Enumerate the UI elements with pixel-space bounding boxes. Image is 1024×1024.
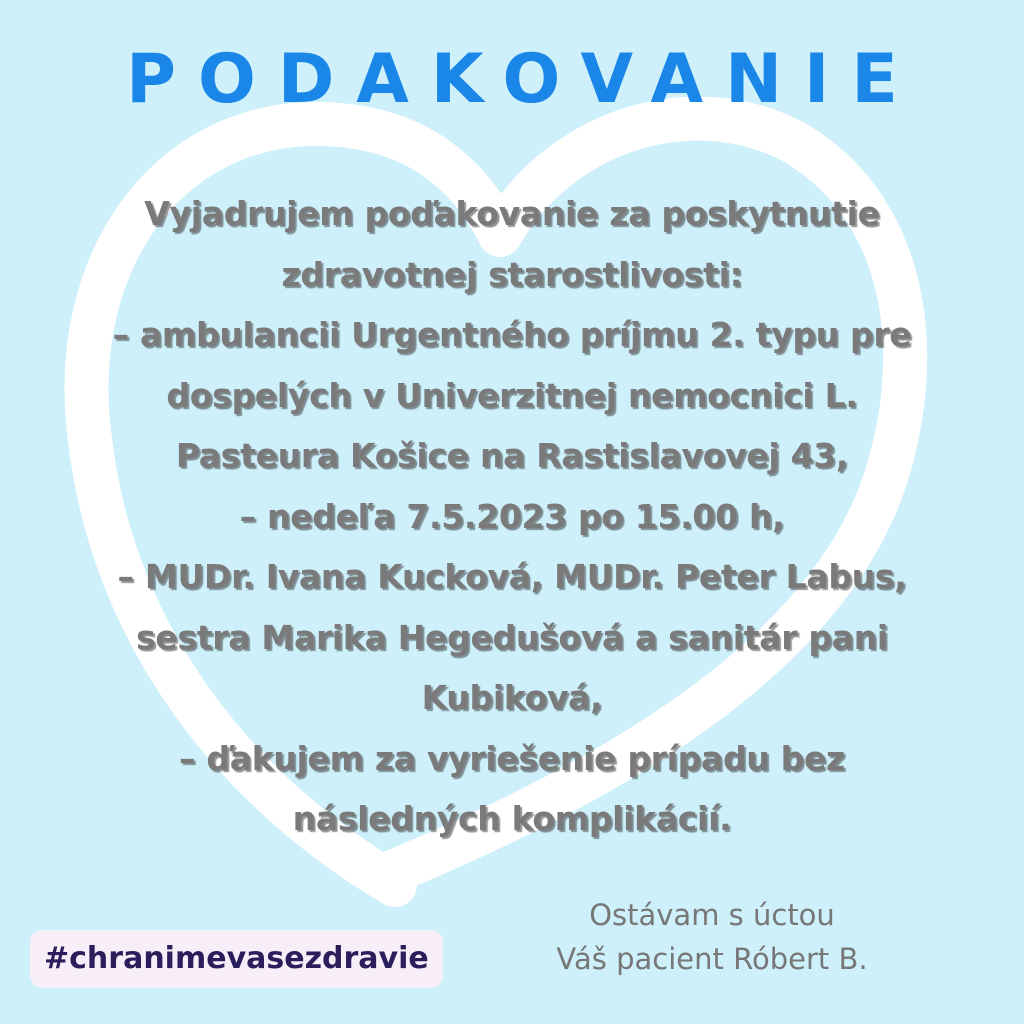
message-line: dospelých v Univerzitnej nemocnici L. bbox=[166, 375, 858, 415]
message-line: sestra Marika Hegedušová a sanitár pani bbox=[136, 617, 888, 657]
message-line: – ďakujem za vyriešenie prípadu bez bbox=[179, 738, 845, 778]
signature-closing: Ostávam s úctou bbox=[589, 898, 835, 932]
message-line: zdravotnej starostlivosti: bbox=[281, 254, 743, 294]
thank-you-message bbox=[40, 184, 984, 850]
message-line: Kubiková, bbox=[421, 678, 603, 717]
signature-name: Váš pacient Róbert B. bbox=[556, 942, 868, 976]
message-line: Vyjadrujem poďakovanie za poskytnutie bbox=[144, 194, 880, 233]
message-line: – ambulancii Urgentného príjmu 2. typu pre bbox=[112, 315, 912, 354]
message-line: následných komplikácií. bbox=[292, 799, 732, 838]
hashtag-badge: #chranimevasezdravie bbox=[30, 930, 443, 988]
message-line: – nedeľa 7.5.2023 po 15.00 h, bbox=[239, 496, 785, 536]
page-title: PODAKOVANIE bbox=[126, 40, 920, 119]
message-line: – MUDr. Ivana Kucková, MUDr. Peter Labus, bbox=[117, 557, 907, 596]
signature bbox=[512, 893, 912, 981]
message-line: Pasteura Košice na Rastislavovej 43, bbox=[175, 436, 849, 475]
